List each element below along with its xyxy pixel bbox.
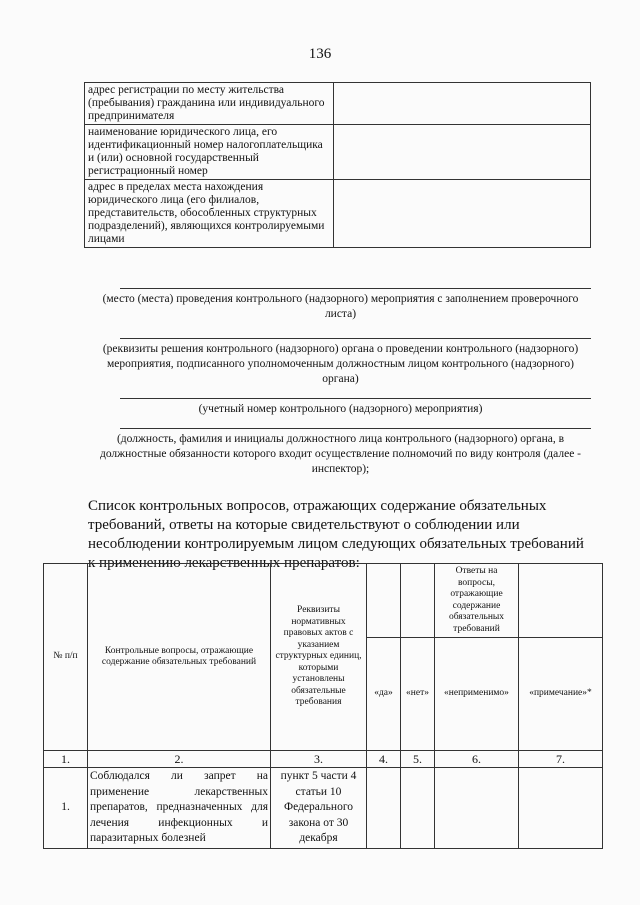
column-number: 4. <box>367 751 401 768</box>
field-label: адрес в пределах места нахождения юридического лица (его филиалов, представительств, обособленных структурных подразделений), являющихся контролируемыми лицами <box>85 180 334 248</box>
table-row <box>44 768 603 849</box>
field-label: адрес регистрации по месту жительства (пребывания) гражданина или индивидуального предпринимателя <box>85 83 334 125</box>
blank-line <box>120 428 591 429</box>
table-row <box>44 564 603 638</box>
registration-number-field <box>88 398 593 417</box>
row-answer-no <box>401 768 435 849</box>
table-row <box>85 125 591 180</box>
column-number-row <box>44 751 603 768</box>
column-header-reference: Реквизиты нормативных правовых актов с указанием структурных единиц, которыми установлены обязательные требования <box>271 564 367 751</box>
inspection-place-field <box>88 288 593 322</box>
header-blank-cell <box>367 564 401 638</box>
row-answer-yes <box>367 768 401 849</box>
field-value <box>334 83 591 125</box>
column-number: 2. <box>88 751 271 768</box>
blank-line <box>120 338 591 339</box>
checklist-heading: Список контрольных вопросов, отражающих содержание обязательных требований, ответы на которые свидетельствуют о соблюдении или несоблюдении контролируемым лицом следующих обязательных требований к применению лекарственных препаратов: <box>88 498 584 571</box>
subject-details-table <box>84 82 591 248</box>
decision-details-caption: (реквизиты решения контрольного (надзорного) органа о проведении контрольного (надзорного) мероприятия, подписанного уполномоченным должностным лицом контрольного (надзорного) органа) <box>102 343 579 385</box>
row-number: 1. <box>44 768 88 849</box>
inspector-caption: (должность, фамилия и инициалы должностного лица контрольного (надзорного) органа, в должностные обязанности которого входит осуществление полномочий по виду контроля (далее - инспектор); <box>99 433 582 475</box>
field-value <box>334 180 591 248</box>
column-header-number: № п/п <box>44 564 88 751</box>
field-label: наименование юридического лица, его идентификационный номер налогоплательщика и (или) основной государственный регистрационный номер <box>85 125 334 180</box>
decision-details-field <box>88 338 593 387</box>
column-number: 3. <box>271 751 367 768</box>
page-number: 136 <box>308 46 332 62</box>
registration-number-caption: (учетный номер контрольного (надзорного) мероприятия) <box>198 403 483 415</box>
row-question: Соблюдался ли запрет на применение лекарственных препаратов, предназначенных для лечения инфекционных и паразитарных болезней <box>88 768 271 849</box>
column-header-yes: «да» <box>367 638 401 751</box>
column-header-note: «примечание»* <box>519 638 603 751</box>
checklist-table <box>43 563 603 849</box>
inspector-field <box>88 428 593 477</box>
table-row <box>85 180 591 248</box>
column-number: 5. <box>401 751 435 768</box>
column-header-question: Контрольные вопросы, отражающие содержание обязательных требований <box>88 564 271 751</box>
column-number: 7. <box>519 751 603 768</box>
inspection-place-caption: (место (места) проведения контрольного (надзорного) мероприятия с заполнением проверочного листа) <box>102 293 579 320</box>
column-number: 6. <box>435 751 519 768</box>
field-value <box>334 125 591 180</box>
blank-line <box>120 288 591 289</box>
header-blank-cell <box>519 564 603 638</box>
blank-line <box>120 398 591 399</box>
row-answer-note <box>519 768 603 849</box>
row-reference: пункт 5 части 4 статьи 10 Федерального закона от 30 декабря <box>271 768 367 849</box>
table-row <box>85 83 591 125</box>
column-number: 1. <box>44 751 88 768</box>
column-header-no: «нет» <box>401 638 435 751</box>
answers-group-header: Ответы на вопросы, отражающие содержание обязательных требований <box>435 564 519 638</box>
row-answer-not-applicable <box>435 768 519 849</box>
header-blank-cell <box>401 564 435 638</box>
column-header-not-applicable: «неприменимо» <box>435 638 519 751</box>
